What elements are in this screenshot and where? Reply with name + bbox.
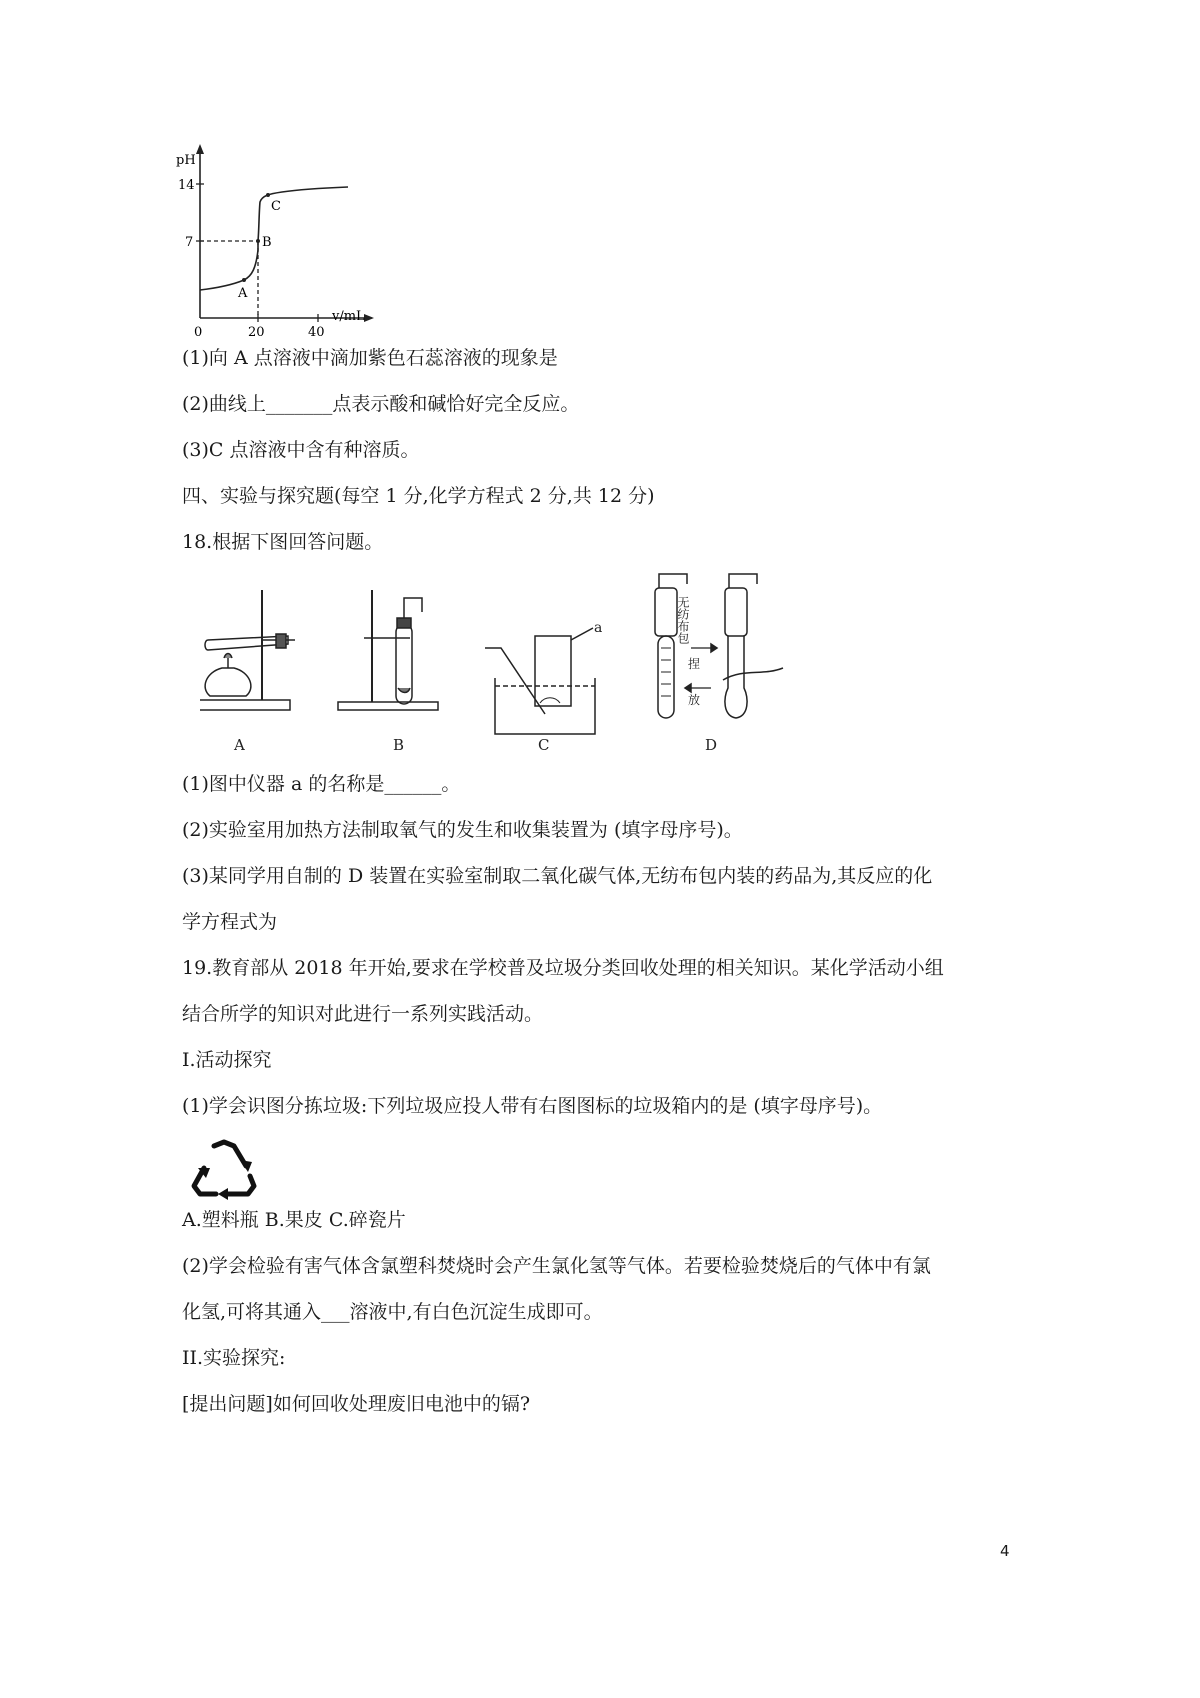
q19-part2-line2: 化氢,可将其通入___溶液中,有白色沉淀生成即可。 — [182, 1301, 603, 1323]
apparatus-d — [655, 574, 783, 718]
label-a: A — [234, 736, 245, 754]
label-instrument-a: a — [594, 620, 603, 636]
label-b: B — [393, 736, 405, 754]
label-d: D — [705, 736, 718, 754]
q19-stem-line2: 结合所学的知识对此进行一系列实践活动。 — [182, 1003, 544, 1025]
x-axis-label: v/mL — [332, 309, 365, 324]
point-b-marker — [256, 239, 260, 243]
q19-part2-line1: (2)学会检验有害气体含氯塑科焚烧时会产生氯化氢等气体。若要检验焚烧后的气体中有氯 — [182, 1255, 931, 1277]
q18-part2: (2)实验室用加热方法制取氧气的发生和收集装置为 (填字母序号)。 — [182, 819, 743, 841]
point-a-label: A — [238, 286, 248, 301]
y-tick-14: 14 — [178, 178, 195, 193]
apparatus-c — [485, 628, 595, 734]
point-a-marker — [242, 278, 246, 282]
q19-options: A.塑料瓶 B.果皮 C.碎瓷片 — [182, 1209, 406, 1231]
q18-part3-line1: (3)某同学用自制的 D 装置在实验室制取二氧化碳气体,无纺布包内装的药品为,其反应的化 — [182, 865, 933, 887]
section-four-heading: 四、实验与探究题(每空 1 分,化学方程式 2 分,共 12 分) — [182, 485, 655, 507]
q19-stem-line1: 19.教育部从 2018 年开始,要求在学校普及垃圾分类回收处理的相关知识。某化学活动小组 — [182, 957, 944, 979]
q17-part1: (1)向 A 点溶液中滴加紫色石蕊溶液的现象是 — [182, 347, 558, 369]
apparatus-a — [200, 590, 295, 710]
x-tick-0: 0 — [194, 325, 203, 340]
q19-part1: (1)学会识图分拣垃圾:下列垃圾应投人带有右图图标的垃圾箱内的是 (填字母序号)。 — [182, 1095, 883, 1117]
apparatus-b — [338, 590, 438, 710]
part-two-heading: II.实验探究: — [182, 1347, 286, 1369]
recycle-icon — [188, 1138, 260, 1200]
page-number: 4 — [1000, 1542, 1010, 1560]
point-c-marker — [266, 193, 270, 197]
point-b-label: B — [262, 235, 272, 250]
y-axis-label: pH — [176, 153, 196, 168]
raise-question: [提出问题]如何回收处理废旧电池中的镉? — [182, 1393, 531, 1415]
d-squeeze-label: 捏 — [688, 657, 701, 671]
x-tick-20: 20 — [248, 325, 265, 340]
point-c-label: C — [271, 199, 281, 214]
q18-stem: 18.根据下图回答问题。 — [182, 531, 384, 553]
d-release-label: 放 — [688, 693, 701, 707]
q17-part2: (2)曲线上_______点表示酸和碱恰好完全反应。 — [182, 393, 580, 415]
d-bag-label: 无纺布包 — [676, 596, 690, 644]
part-one-heading: I.活动探究 — [182, 1049, 272, 1071]
q18-part1: (1)图中仪器 a 的名称是______。 — [182, 773, 461, 795]
y-tick-7: 7 — [185, 235, 194, 250]
label-c: C — [538, 736, 550, 754]
q18-part3-line2: 学方程式为 — [182, 911, 278, 933]
lab-apparatus-figure — [200, 568, 820, 768]
x-tick-40: 40 — [308, 325, 325, 340]
ph-titration-chart — [172, 140, 382, 340]
q17-part3: (3)C 点溶液中含有种溶质。 — [182, 439, 420, 461]
